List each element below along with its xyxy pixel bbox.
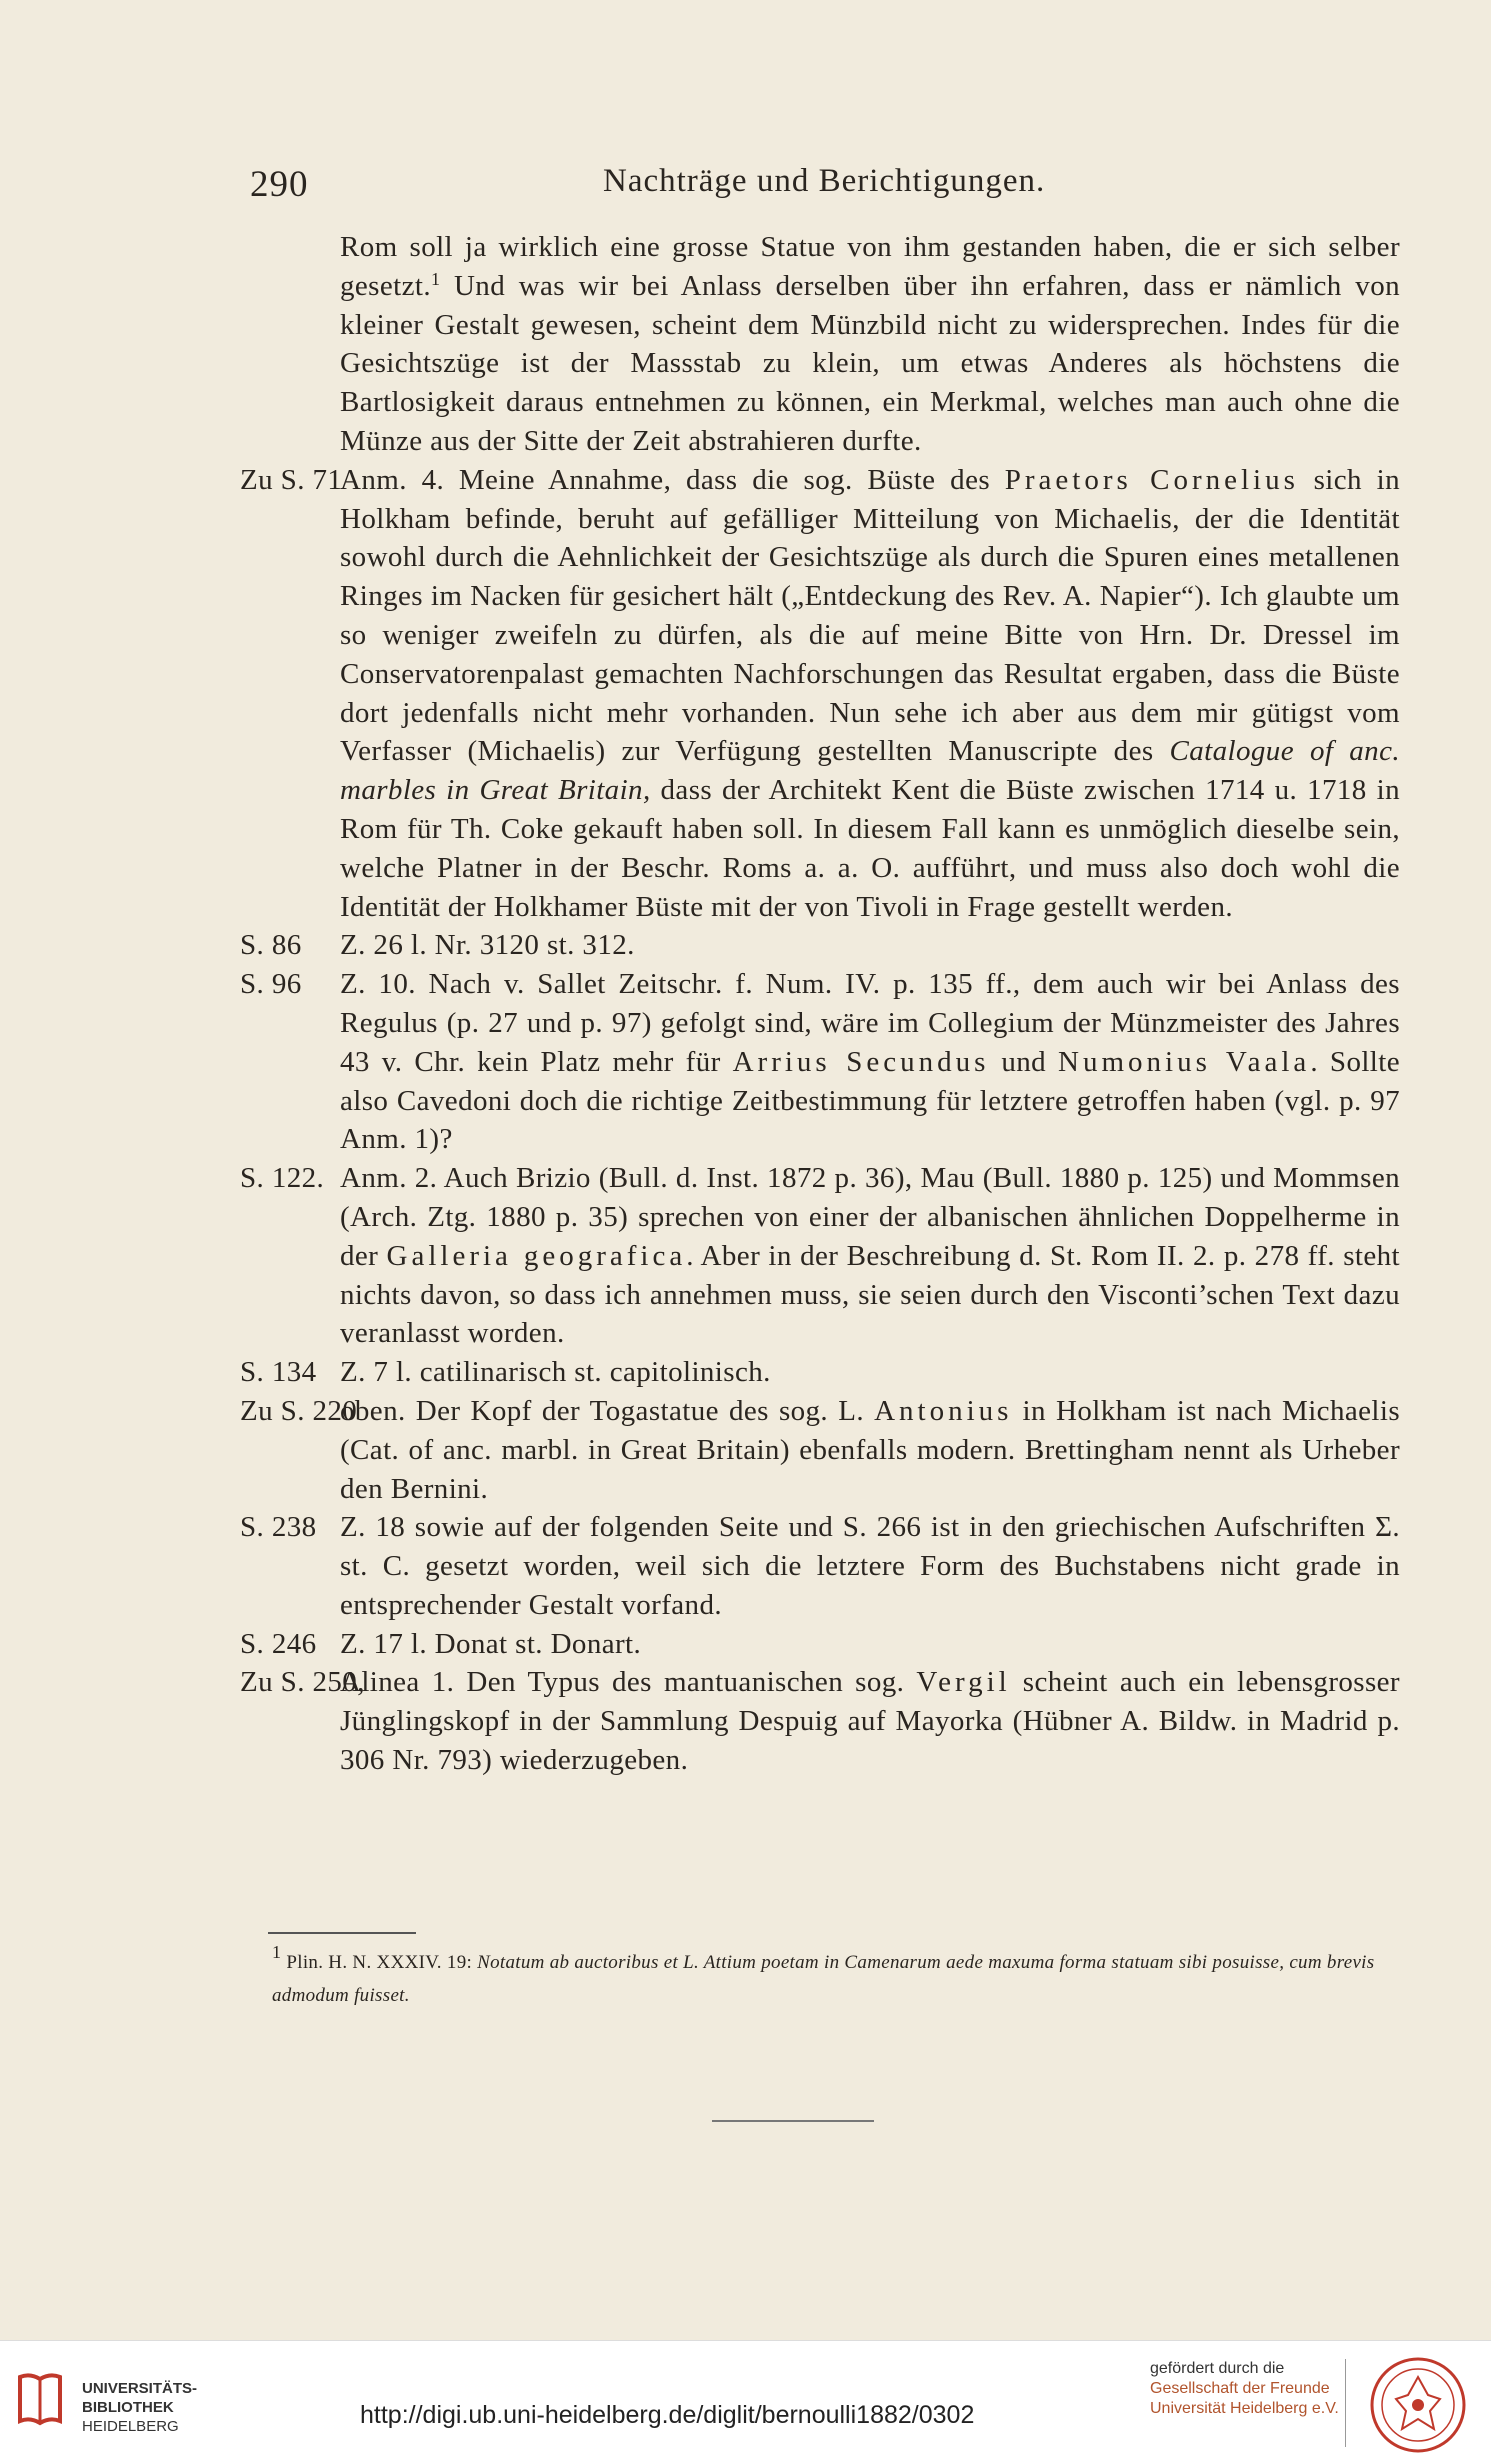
- entry-reference: S. 246: [240, 1627, 317, 1660]
- footnote: [272, 1942, 1384, 2012]
- text-segment: Z. 17 l. Donat st. Donart.: [340, 1627, 642, 1660]
- footnote-marker: 1: [272, 1942, 282, 1962]
- entry-reference: S. 86: [240, 929, 302, 962]
- entry-paragraph: [240, 1663, 1400, 1779]
- entry-text: [240, 1508, 1400, 1624]
- entry-text: [240, 1663, 1400, 1779]
- running-head: [250, 163, 1210, 213]
- entry-reference: S. 96: [240, 968, 302, 1001]
- entry-text: [240, 461, 1400, 927]
- footer-divider: [1345, 2359, 1346, 2447]
- entry-text: [240, 1625, 1400, 1664]
- entry-paragraph: [240, 1159, 1400, 1353]
- text-segment: Antonius: [874, 1394, 1013, 1427]
- text-segment: dass der Architekt Kent die Büste zwischen 1714 u. 1718 in Rom für Th. Coke gekauft haben soll. In diesem Fall kann es unmöglich dieselbe sein, welche Platner in der Beschr. Roms a. a. O. aufführt, und muss also doch wohl die Identität der Holkhamer Büste mit der von Tivoli in Frage gestellt werden.: [340, 774, 1400, 923]
- entry-reference: Zu S. 71: [240, 463, 343, 496]
- entry-reference: S. 122.: [240, 1162, 325, 1195]
- text-segment: und: [989, 1045, 1059, 1078]
- sponsor-lead: gefördert durch die: [1150, 2360, 1285, 2377]
- university-library-logo-icon: [16, 2371, 64, 2429]
- text-segment: Alinea 1. Den Typus des mantuanischen sog.: [340, 1666, 917, 1699]
- library-line-3: HEIDELBERG: [82, 2418, 179, 2435]
- entry-paragraph: [240, 461, 1400, 927]
- entry-text: [240, 1353, 1400, 1392]
- entry-paragraph: [240, 1625, 1400, 1664]
- footnote-quote: Notatum ab auctoribus et L. Attium poetam in Camenarum aede maxuma forma statuam sibi posuisse, cum brevis admodum fuisset.: [272, 1952, 1375, 2006]
- entry-text: [240, 926, 1400, 965]
- text-segment: in Holkham ist nach Michaelis (Cat. of anc. marbl. in Great Britain) ebenfalls modern. Brettingham nennt als Urheber den Bernini.: [340, 1394, 1400, 1505]
- text-segment: sich in Holkham befinde, beruht auf gefälliger Mitteilung von Michaelis, der die Identität sowohl durch die Aehnlichkeit der Gesichtszüge als durch die Spuren eines metallenen Ringes im Nacken für gesichert hält („Entdeckung des Rev. A. Napier“). Ich glaubte um so weniger zweifeln zu dürfen, als die auf meine Bitte von Hrn. Dr. Dressel im Conservatorenpalast gemachten Nachforschungen das Resultat ergaben, dass die Büste dort jedenfalls nicht mehr vorhanden. Nun sehe ich aber aus dem mir gütigst vom Verfasser (Michaelis) zur Verfügung gestellten Manuscripte des: [340, 463, 1400, 768]
- entry-text: [240, 1159, 1400, 1353]
- text-segment: Vergil: [916, 1666, 1011, 1699]
- sponsor-credit: [1150, 2359, 1339, 2419]
- footnote-rule: [268, 1932, 416, 1934]
- library-line-2: BIBLIOTHEK: [82, 2399, 174, 2416]
- entry-reference: S. 238: [240, 1511, 317, 1544]
- entry-paragraph: [240, 228, 1400, 461]
- entry-reference: Zu S. 220: [240, 1394, 358, 1427]
- running-title: Nachträge und Berichtigungen.: [603, 163, 1046, 199]
- text-segment: Praetors Cornelius: [1004, 463, 1299, 496]
- entry-reference: S. 134: [240, 1356, 317, 1389]
- text-segment: scheint auch ein lebensgrosser Jünglingskopf in der Sammlung Despuig auf Mayorka (Hübner A. Bildw. in Madrid p. 306 Nr. 793) wiederzugeben.: [340, 1666, 1400, 1777]
- entry-reference: Zu S. 250,: [240, 1666, 365, 1699]
- text-segment: oben. Der Kopf der Togastatue des sog. L.: [340, 1394, 875, 1427]
- entry-text: [240, 965, 1400, 1159]
- text-segment: Numonius Vaala: [1058, 1045, 1311, 1078]
- text-segment: Rom soll ja wirklich eine grosse Statue von ihm gestanden haben, die er sich selber gesetzt.: [340, 231, 1400, 302]
- text-segment: . Aber in der Beschreibung d. St. Rom II. 2. p. 278 ff. steht nichts davon, so dass ich annehmen muss, sie seien durch den Visconti’schen Text dazu veranlasst worden.: [340, 1239, 1400, 1350]
- footnote-citation: Plin. H. N. XXXIV. 19:: [286, 1952, 478, 1973]
- text-segment: Galleria geografica: [386, 1239, 687, 1272]
- entry-paragraph: [240, 1392, 1400, 1508]
- library-line-1: UNIVERSITÄTS-: [82, 2380, 198, 2397]
- library-name: [82, 2379, 197, 2436]
- text-segment: . Sollte also Cavedoni doch die richtige Zeitbestimmung für letztere getroffen haben (vgl. p. 97 Anm. 1)?: [340, 1045, 1400, 1156]
- text-body: [240, 228, 1400, 1780]
- text-segment: Z. 7 l. catilinarisch st. capitolinisch.: [340, 1356, 771, 1389]
- text-segment: Anm. 2. Auch Brizio (Bull. d. Inst. 1872 p. 36), Mau (Bull. 1880 p. 125) und Mommsen (Arch. Ztg. 1880 p. 35) sprechen von einer der albanischen ähnlichen Doppelherme in der: [340, 1162, 1400, 1272]
- text-segment: Arrius Secundus: [732, 1045, 990, 1078]
- entry-paragraph: [240, 926, 1400, 965]
- text-segment: Z. 26 l. Nr. 3120 st. 312.: [340, 929, 635, 962]
- entry-paragraph: [240, 1353, 1400, 1392]
- text-segment: Z. 10. Nach v. Sallet Zeitschr. f. Num. IV. p. 135 ff., dem auch wir bei Anlass des Regulus (p. 27 und p. 97) gefolgt sind, wäre im Collegium der Münzmeister des Jahres 43 v. Chr. kein Platz mehr für: [340, 968, 1400, 1078]
- entry-paragraph: [240, 1508, 1400, 1624]
- university-seal-icon: [1368, 2355, 1468, 2455]
- sponsor-line-2: Universität Heidelberg e.V.: [1150, 2400, 1339, 2417]
- text-segment: Z. 18 sowie auf der folgenden Seite und S. 266 ist in den griechischen Aufschriften Σ. st. C. gesetzt worden, weil sich die letztere Form des Buchstabens nicht grade in entsprechender Gestalt vorfand.: [340, 1511, 1400, 1621]
- page-number: 290: [250, 164, 309, 205]
- end-rule: [712, 2120, 874, 2122]
- text-segment: Catalogue of anc. marbles in Great Britain,: [340, 735, 1401, 807]
- text-segment: Und was wir bei Anlass derselben über ihn erfahren, dass er nämlich von kleiner Gestalt gewesen, scheint dem Münzbild nicht zu widersprechen. Indes für die Gesichtszüge ist der Massstab zu klein, um etwas Anderes als höchstens die Bartlosigkeit daraus entnehmen zu können, ein Merkmal, welches man auch ohne die Münze aus der Sitte der Zeit abstrahieren durfte.: [340, 269, 1400, 457]
- entry-text: [240, 228, 1400, 461]
- sponsor-line-1: Gesellschaft der Freunde: [1150, 2380, 1330, 2397]
- entry-paragraph: [240, 965, 1400, 1159]
- footnote-reference: 1: [430, 268, 441, 289]
- entry-text: [240, 1392, 1400, 1508]
- permalink-url[interactable]: http://digi.ub.uni-heidelberg.de/diglit/bernoulli1882/0302: [360, 2401, 975, 2429]
- viewer-footer: [0, 2340, 1491, 2462]
- text-segment: Anm. 4. Meine Annahme, dass die sog. Büste des: [340, 463, 1005, 496]
